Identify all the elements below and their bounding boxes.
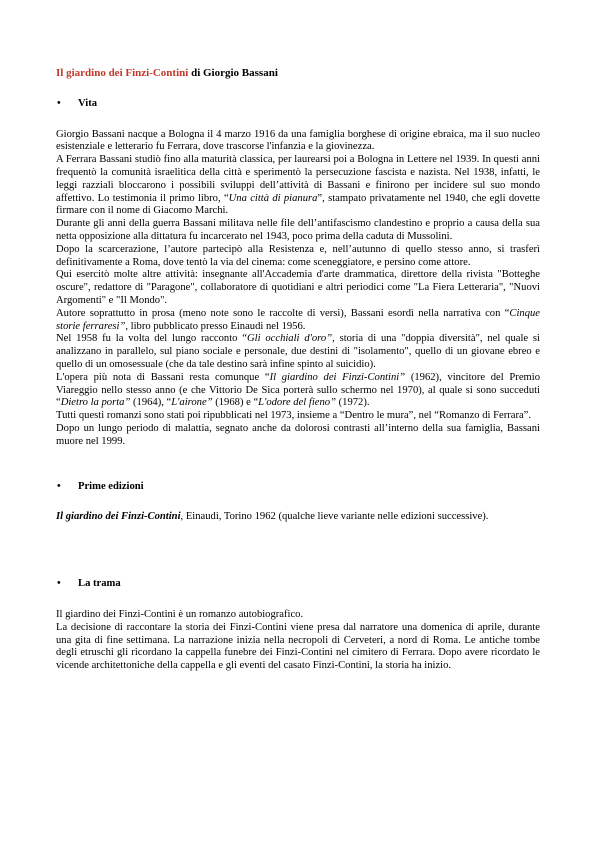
edition-book-title: Il giardino dei Finzi-Contini <box>56 511 181 523</box>
bullet-icon: • <box>57 97 61 109</box>
text-run: Autore soprattutto in prosa (meno note sono le raccolte di versi), Bassani esordì nella narrativa con “ <box>56 307 510 319</box>
paragraph <box>56 269 540 307</box>
paragraph <box>56 244 540 270</box>
paragraph: A Ferrara Bassani studiò fino alla maturità classica, per laurearsi poi a Bologna in Lettere nel 1939. In questi anni frequentò la comunità israelitica della città e sperimentò la persecuzione fascista e nazista. Nel 1938, infatti, le leggi razziali bloccarono i possibili sviluppi dell’attività di Bassani e finirono per incidere sul suo mondo affettivo. Lo testimonia il primo libro, “Una città di pianura”, stampato privatamente nel 1940, che egli dovette firmare con il nome di Giacomo Marchi. <box>56 154 541 217</box>
text-run: Dopo un lungo periodo di malattia, segnato anche da dolorosi contrasti all’interno della sua famiglia, Bassani muore nel 1999. <box>56 422 540 447</box>
italic-title: L'odore del fieno” <box>258 397 336 409</box>
document-page <box>56 67 540 673</box>
paragraph <box>56 218 540 244</box>
text-run: A Ferrara Bassani studiò fino alla maturità classica, per laurearsi poi a Bologna in Lettere nel 1939. In questi anni frequentò la comunità israelitica della città e sperimentò la persecuzione fascista e nazista. Nel 1938, infatti, le leggi razziali bloccarono i possibili sviluppi dell’attività di Bassani e finirono per incidere sul suo mondo affettivo. Lo testimonia il primo libro, <box>56 154 540 204</box>
italic-title: Il giardino dei Finzi-Contini” <box>269 371 406 383</box>
heading-label: Prime edizioni <box>78 480 144 492</box>
text-run: , storia di una "doppia diversità", nel quale si analizzano in parallelo, sul piano sociale e personale, due destini di "isolamento", quello di un giovane ebreo e quello di un omosessuale (che da tale destino sarà infine spinto al suicidio). <box>56 333 540 370</box>
text-run: Giorgio Bassani nacque a Bologna il 4 marzo 1916 da una famiglia borghese di origine ebraica, ma il suo nucleo esistenziale e letterario fu Ferrara, dove trascorse l'infanzia e la giovinezza. <box>56 128 540 153</box>
paragraph <box>56 129 540 155</box>
text-run: Dopo la scarcerazione, l’autore partecipò alla Resistenza e, nell’autunno di quello stesso anno, si trasferì definitivamente a Roma, dove tentò la via del cinema: come sceneggiatore, e persino come attore. <box>56 243 540 268</box>
paragraph <box>56 308 540 334</box>
section-body-trama <box>56 609 540 673</box>
spacer <box>56 524 540 574</box>
text-run: , Einaudi, Torino 1962 (qualche lieve variante nelle edizioni successive). <box>180 511 489 523</box>
text-run: (1962), vincitore del Premio Viareggio nello stesso anno (e che Vittorio De Sica porterà sullo schermo nel 1970), al quale si sono succeduti “ <box>56 371 540 409</box>
text-run: (1964), “ <box>130 397 172 409</box>
paragraph <box>56 410 540 423</box>
text-run: (1968) e “ <box>212 397 259 409</box>
paragraph <box>56 423 540 449</box>
edition-paragraph <box>56 511 540 524</box>
heading-label: La trama <box>78 578 121 590</box>
italic-title: Dietro la porta” <box>60 397 131 409</box>
paragraph <box>56 333 540 371</box>
text-run: Tutti questi romanzi sono stati poi ripubblicati nel 1973, insieme a “Dentro le mura”, nel “Romanzo di Ferrara”. <box>56 410 532 422</box>
text-run: Nel 1958 fu la volta del lungo racconto “ <box>56 333 247 345</box>
text-run: (1972). <box>335 397 370 409</box>
section-heading-vita <box>56 98 540 111</box>
section-heading-edizioni <box>56 481 540 494</box>
document-title <box>56 67 540 80</box>
text-run: Qui esercitò molte altre attività: insegnante all'Accademia d'arte drammatica, direttore della rivista "Botteghe oscure", redattore di "Paragone", collaboratore di quotidiani e altri periodici come "La Fiera Letteraria", "Nuovi Argomenti" e "Il Mondo". <box>56 269 540 306</box>
spacer <box>56 449 540 477</box>
text-run: L'opera più nota di Bassani resta comunque “ <box>56 371 270 383</box>
text-run: , stampato privatamente nel 1940, che egli dovette firmare con il nome di Giacomo Marchi. <box>56 192 541 217</box>
heading-label: Vita <box>78 97 98 109</box>
author-byline: di Giorgio Bassani <box>188 67 278 79</box>
text-run: Durante gli anni della guerra Bassani militava nelle file dell’antifascismo clandestino e proprio a causa della sua netta opposizione alla dittatura fu incarcerato nel 1943, poco prima della caduta di Mussolini. <box>56 218 540 242</box>
paragraph <box>56 609 540 622</box>
paragraph <box>56 372 540 410</box>
text-run: La decisione di raccontare la storia dei Finzi-Contini viene presa dal narratore una domenica di aprile, durante una gita di fine settimana. La narrazione inizia nella necropoli di Cerveteri, a nord di Roma. Le antiche tombe degli etruschi gli ricordano la cappella funebre dei Finzi-Contini nel cimitero di Ferrara. Dopo avere ricordato le vicende architettoniche della cappella e gli eventi del casato Finzi-Contini, la storia ha inizio. <box>56 621 540 672</box>
italic-title: Cinque storie ferraresi” <box>56 307 540 332</box>
paragraph <box>56 622 540 673</box>
text-run: Il giardino dei Finzi-Contini è un romanzo autobiografico. <box>56 608 304 620</box>
section-body-vita <box>56 129 540 449</box>
italic-title: Una città di pianura <box>228 192 318 204</box>
bullet-icon: • <box>57 578 61 590</box>
bullet-icon: • <box>57 480 61 492</box>
text-run: , libro pubblicato presso Einaudi nel 1956. <box>125 320 306 332</box>
italic-title: Gli occhiali d'oro” <box>247 333 333 345</box>
italic-title: L'airone” <box>171 397 213 409</box>
section-heading-trama <box>56 578 540 591</box>
book-title: Il giardino dei Finzi-Contini <box>56 67 189 79</box>
